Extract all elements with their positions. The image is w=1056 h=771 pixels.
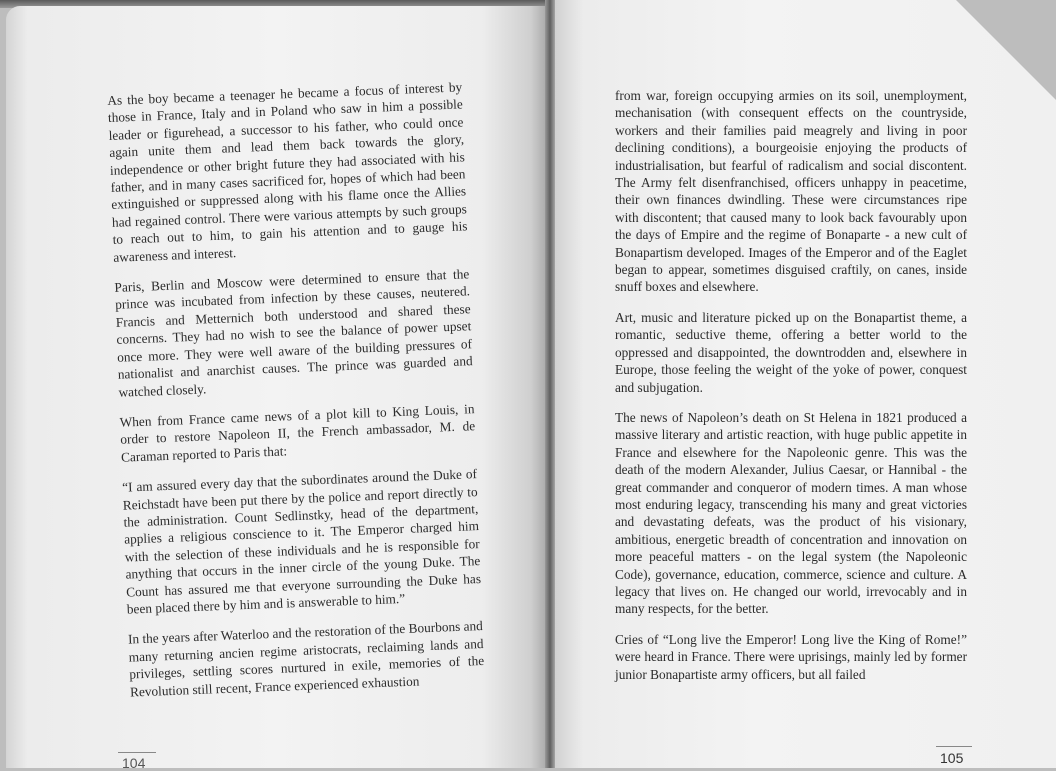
left-page-rule (118, 752, 156, 753)
right-paragraph-3: The news of Napoleon’s death on St Helena in 1821 produced a massive literary and artistic reaction, with huge public appetite in France and elsewhere for the Napoleonic genre. This was the death of the modern Alexander, Julius Caesar, or Hannibal - the great commander and conqueror of modern times. A man whose most enduring legacy, transcending his many and great victories and devastating defeats, was the product of his visionary, ambitious, energetic breadth of concentration and innovation on more peaceful matters - on the legal system (the Napoleonic Code), governance, education, commerce, science and culture. A legacy that lives on. He changed our world, irrevocably and in many respects, for the better. (615, 409, 967, 617)
left-paragraph-4: “I am assured every day that the subordinates around the Duke of Reichstadt have been put there by the police and report directly to the administration. Count Sedlinstky, head of the department, applies a religious conscience to it. The Emperor charged him with the selection of these individuals and he is responsible for anything that occurs in the inner circle of the young Duke. The Count has assured me that everyone surrounding the Duke has been placed there by him and is answerable to him.” (121, 466, 482, 617)
right-page-rule (936, 746, 972, 747)
right-page-number: 105 (940, 750, 964, 766)
left-paragraph-2: Paris, Berlin and Moscow were determined to ensure that the prince was incubated from infection by these causes, neutered. Francis and Metternich both understood and shared these concerns. They had no wish to see the balance of power upset once more. They were well aware of the building pressures of nationalist and anarchist causes. The prince was guarded and watched closely. (114, 266, 473, 400)
book-gutter (545, 0, 555, 768)
left-paragraph-5: In the years after Waterloo and the restoration of the Bourbons and many returning ancien regime aristocrats, reclaiming lands and privileges, settling scores nurtured in exile, memories of the Revolution still recent, France experienced exhaustion (127, 618, 485, 700)
right-page-text (615, 87, 967, 696)
left-paragraph-3: When from France came news of a plot kill to King Louis, in order to restore Napoleon II, the French ambassador, M. de Caraman reported to Paris that: (119, 401, 476, 465)
left-paragraph-1: As the boy became a teenager he became a focus of interest by those in France, Italy and in Poland who saw in him a possible leader or figurehead, a successor to his father, who could once again unite them and lead them back towards the glory, independence or other bright future they had associated with his father, and in many cases sacrificed for, hopes of which had been extinguished or suppressed along with his flame once the Allies had regained control. There were various attempts by such groups to reach out to him, to gain his attention and to gauge his awareness and interest. (107, 79, 468, 265)
right-paragraph-2: Art, music and literature picked up on the Bonapartist theme, a romantic, seductive theme, offering a better world to the oppressed and disappointed, the downtrodden and, elsewhere in Europe, those feeling the weight of the yoke of power, conquest and subjugation. (615, 309, 967, 395)
left-page-text (107, 78, 486, 713)
right-paragraph-4: Cries of “Long live the Emperor! Long live the King of Rome!” were heard in France. There were uprisings, mainly led by former junior Bonapartiste army officers, but all failed (615, 631, 967, 682)
folded-corner (956, 0, 1056, 100)
right-paragraph-1: from war, foreign occupying armies on its soil, unemployment, mechanisation (with consequent effects on the countryside, workers and their families paid meagrely and living in poor declining conditions), a bourgeoisie enjoying the products of industrialisation, but fearful of radicalism and social discontent. The Army felt disenfranchised, officers unhappy in peacetime, their own finances dwindling. These were circumstances ripe with discontent; that caused many to look back favourably upon the days of Empire and the regime of Bonaparte - a new cult of Bonapartism developed. Images of the Emperor and of the Eaglet began to appear, sometimes disguised craftily, on canes, inside snuff boxes and elsewhere. (615, 88, 967, 295)
left-page-number: 104 (122, 755, 146, 771)
